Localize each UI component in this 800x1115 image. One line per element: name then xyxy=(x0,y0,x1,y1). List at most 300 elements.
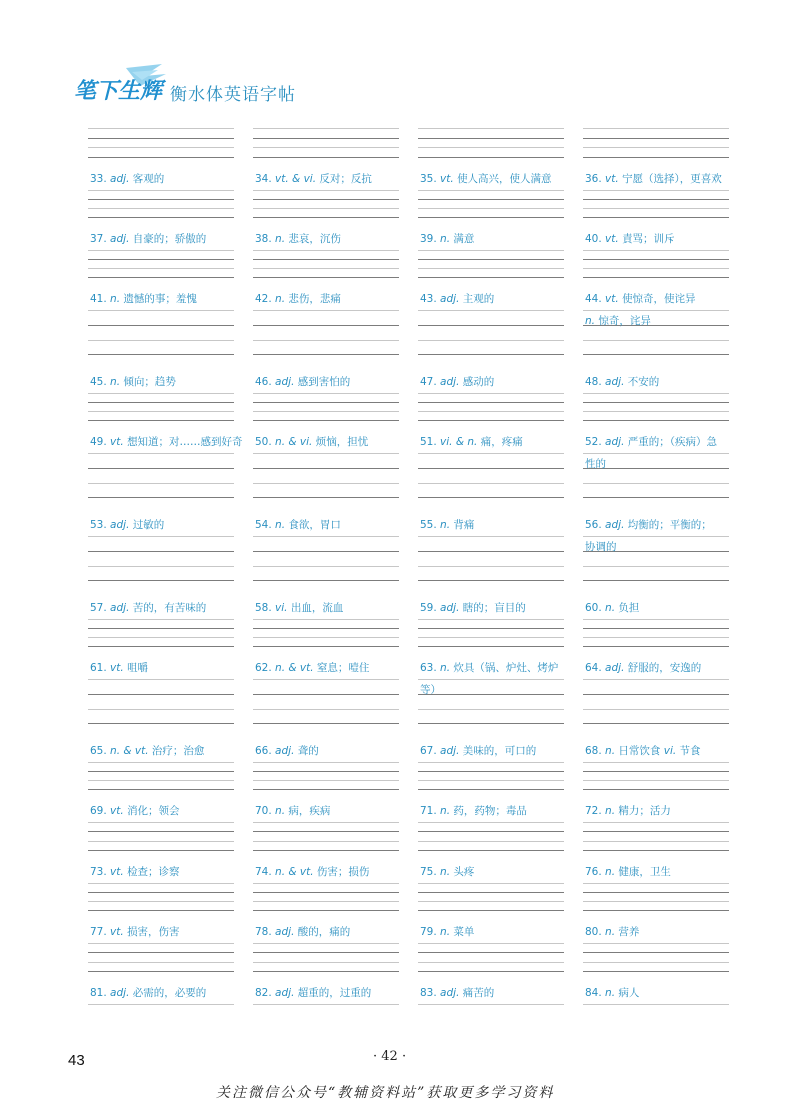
entry-meaning: 倾向；趋势 xyxy=(123,376,176,388)
vocab-entry xyxy=(90,288,246,310)
writing-rule xyxy=(583,580,729,581)
vocab-entry xyxy=(585,288,741,332)
vocab-entry xyxy=(420,982,576,1004)
entry-pos: n. xyxy=(110,293,124,305)
writing-rule xyxy=(253,402,399,403)
writing-rule xyxy=(253,354,399,355)
vocab-entry xyxy=(585,597,741,619)
entry-number: 59. xyxy=(420,602,441,614)
entry-pos: n. & vt. xyxy=(110,745,152,757)
entry-meaning: 消化；领会 xyxy=(127,805,180,817)
vocab-entry xyxy=(255,431,411,453)
entry-meaning: 遗憾的事；羞愧 xyxy=(123,293,197,305)
entry-pos: adj. xyxy=(110,519,133,531)
writing-rule xyxy=(583,393,729,394)
entry-pos: n. xyxy=(275,293,289,305)
entry-number: 52. xyxy=(585,436,606,448)
entry-extra-meaning: 节食 xyxy=(679,745,701,757)
entry-number: 67. xyxy=(420,745,441,757)
entry-pos: adj. xyxy=(605,519,628,531)
writing-rule xyxy=(253,971,399,972)
writing-rule xyxy=(88,943,234,944)
writing-rule xyxy=(583,762,729,763)
writing-rule xyxy=(418,402,564,403)
entry-pos: adj. xyxy=(275,376,298,388)
entry-number: 34. xyxy=(255,173,276,185)
entry-number: 78. xyxy=(255,926,276,938)
vocab-entry xyxy=(255,288,411,310)
entry-number: 84. xyxy=(585,987,606,999)
writing-rule xyxy=(253,340,399,341)
writing-rule xyxy=(253,483,399,484)
entry-meaning: 损害，伤害 xyxy=(127,926,180,938)
entry-number: 65. xyxy=(90,745,111,757)
entry-number: 53. xyxy=(90,519,111,531)
vocab-entry xyxy=(90,861,246,883)
writing-rule xyxy=(583,190,729,191)
writing-rule xyxy=(253,551,399,552)
entry-number: 55. xyxy=(420,519,441,531)
entry-meaning: 瞎的；盲目的 xyxy=(462,602,526,614)
writing-rule xyxy=(253,190,399,191)
vocab-entry xyxy=(90,168,246,190)
entry-meaning: 窒息；噎住 xyxy=(316,662,370,674)
folio: 43 xyxy=(68,1052,85,1069)
writing-rule xyxy=(253,709,399,710)
vocab-entry xyxy=(90,431,246,453)
entry-number: 45. xyxy=(90,376,111,388)
vocab-entry xyxy=(585,657,741,679)
writing-rule xyxy=(583,217,729,218)
writing-rule xyxy=(418,250,564,251)
writing-rule xyxy=(88,831,234,832)
writing-rule xyxy=(583,771,729,772)
writing-rule xyxy=(253,892,399,893)
entry-meaning: 悲伤，悲痛 xyxy=(288,293,341,305)
entry-extra-pos: vi. xyxy=(660,745,680,757)
writing-rule xyxy=(418,566,564,567)
vocab-entry xyxy=(420,597,576,619)
writing-rule xyxy=(253,883,399,884)
entry-meaning: 病人 xyxy=(618,987,640,999)
writing-rule xyxy=(583,259,729,260)
writing-rule xyxy=(253,646,399,647)
entry-pos: adj. xyxy=(110,602,133,614)
writing-rule xyxy=(253,199,399,200)
entry-meaning: 日常饮食 xyxy=(618,745,661,757)
writing-rule xyxy=(418,1004,564,1005)
writing-rule xyxy=(583,952,729,953)
entry-meaning: 超重的，过重的 xyxy=(297,987,372,999)
vocab-entry xyxy=(585,921,741,943)
entry-pos: adj. xyxy=(110,173,133,185)
entry-number: 33. xyxy=(90,173,111,185)
writing-rule xyxy=(88,393,234,394)
vocab-entry xyxy=(90,982,246,1004)
writing-rule xyxy=(253,762,399,763)
entry-number: 72. xyxy=(585,805,606,817)
entry-meaning: 不安的 xyxy=(627,376,660,388)
writing-rule xyxy=(88,952,234,953)
entry-number: 54. xyxy=(255,519,276,531)
entry-pos: adj. xyxy=(440,293,463,305)
writing-rule xyxy=(583,679,729,680)
writing-rule xyxy=(88,789,234,790)
writing-rule xyxy=(253,310,399,311)
vocab-entry xyxy=(585,431,741,475)
entry-meaning: 使惊奇，使诧异 xyxy=(622,293,696,305)
entry-meaning: 烦恼，担忧 xyxy=(315,436,369,448)
writing-rule xyxy=(583,780,729,781)
entry-meaning: 酸的，痛的 xyxy=(297,926,351,938)
entry-pos: adj. xyxy=(440,745,463,757)
writing-rule xyxy=(583,157,729,158)
writing-rule xyxy=(88,646,234,647)
writing-rule xyxy=(253,147,399,148)
vocab-entry xyxy=(255,861,411,883)
writing-rule xyxy=(583,789,729,790)
writing-rule xyxy=(418,128,564,129)
entry-number: 56. xyxy=(585,519,606,531)
writing-rule xyxy=(88,841,234,842)
footer-note: 关注微信公众号“教辅资料站”获取更多学习资料 xyxy=(216,1085,555,1101)
entry-line2: 性的 xyxy=(585,458,606,470)
entry-meaning: 精力；活力 xyxy=(618,805,671,817)
writing-rule xyxy=(418,277,564,278)
entry-pos: vt. xyxy=(605,173,623,185)
header-title: 衡水体英语字帖 xyxy=(170,85,296,105)
entry-pos: vt. xyxy=(605,293,623,305)
vocab-entry xyxy=(585,228,741,250)
entry-pos: n. & vt. xyxy=(275,662,317,674)
entry-meaning: 客观的 xyxy=(132,173,165,185)
writing-rule xyxy=(253,841,399,842)
vocab-entry xyxy=(585,168,741,190)
writing-rule xyxy=(418,580,564,581)
entry-number: 73. xyxy=(90,866,111,878)
entry-pos: adj. xyxy=(605,376,628,388)
vocab-entry xyxy=(420,371,576,393)
writing-rule xyxy=(418,943,564,944)
entry-number: 66. xyxy=(255,745,276,757)
writing-rule xyxy=(583,709,729,710)
writing-rule xyxy=(583,619,729,620)
writing-rule xyxy=(583,268,729,269)
entry-meaning: 药，药物；毒品 xyxy=(453,805,527,817)
writing-rule xyxy=(583,402,729,403)
vocab-entry xyxy=(585,371,741,393)
vocab-entry xyxy=(255,228,411,250)
entry-meaning: 悲哀，沉伤 xyxy=(288,233,341,245)
writing-rule xyxy=(88,259,234,260)
vocab-entry xyxy=(420,514,576,536)
entry-meaning: 负担 xyxy=(618,602,640,614)
writing-rule xyxy=(418,147,564,148)
vocab-entry xyxy=(420,861,576,883)
entry-meaning: 苦的，有苦味的 xyxy=(132,602,207,614)
vocab-entry xyxy=(255,514,411,536)
entry-number: 61. xyxy=(90,662,111,674)
entry-pos: n. xyxy=(440,805,454,817)
entry-meaning: 过敏的 xyxy=(132,519,165,531)
entry-pos: vt. xyxy=(110,805,128,817)
logo-text: 笔下生辉 xyxy=(74,79,163,104)
entry-meaning: 使人高兴，使人满意 xyxy=(457,173,552,185)
writing-rule xyxy=(418,551,564,552)
writing-rule xyxy=(418,340,564,341)
writing-rule xyxy=(88,637,234,638)
entry-meaning: 舒服的，安逸的 xyxy=(627,662,702,674)
entry-meaning: 营养 xyxy=(618,926,640,938)
writing-rule xyxy=(418,762,564,763)
vocab-entry xyxy=(255,921,411,943)
entry-pos: vi. & n. xyxy=(440,436,481,448)
writing-rule xyxy=(253,637,399,638)
writing-rule xyxy=(253,1004,399,1005)
writing-rule xyxy=(418,411,564,412)
entry-meaning: 咀嚼 xyxy=(127,662,149,674)
writing-rule xyxy=(418,901,564,902)
writing-rule xyxy=(583,138,729,139)
writing-rule xyxy=(583,340,729,341)
writing-rule xyxy=(88,190,234,191)
writing-rule xyxy=(418,453,564,454)
writing-rule xyxy=(583,723,729,724)
entry-pos: n. xyxy=(440,662,454,674)
writing-rule xyxy=(88,723,234,724)
writing-rule xyxy=(418,497,564,498)
entry-pos: n. & vt. xyxy=(275,866,317,878)
entry-number: 75. xyxy=(420,866,441,878)
entry-pos: adj. xyxy=(110,987,133,999)
entry-pos: adj. xyxy=(275,987,298,999)
writing-rule xyxy=(418,709,564,710)
writing-rule xyxy=(88,420,234,421)
writing-rule xyxy=(253,901,399,902)
vocab-entry xyxy=(255,371,411,393)
entry-number: 35. xyxy=(420,173,441,185)
writing-rule xyxy=(418,536,564,537)
entry-pos: n. xyxy=(605,866,619,878)
vocab-entry xyxy=(255,982,411,1004)
entry-pos: vi. xyxy=(275,602,291,614)
writing-rule xyxy=(583,962,729,963)
vocab-entry xyxy=(420,657,576,701)
writing-rule xyxy=(418,628,564,629)
entry-number: 74. xyxy=(255,866,276,878)
entry-number: 80. xyxy=(585,926,606,938)
entry-number: 51. xyxy=(420,436,441,448)
writing-rule xyxy=(418,310,564,311)
writing-rule xyxy=(253,268,399,269)
writing-rule xyxy=(253,157,399,158)
writing-rule xyxy=(88,709,234,710)
writing-rule xyxy=(88,679,234,680)
entry-meaning: 健康，卫生 xyxy=(618,866,671,878)
entry-number: 39. xyxy=(420,233,441,245)
entry-pos: adj. xyxy=(275,745,298,757)
entry-number: 77. xyxy=(90,926,111,938)
vocab-entry xyxy=(90,514,246,536)
writing-rule xyxy=(88,468,234,469)
writing-rule xyxy=(418,723,564,724)
writing-rule xyxy=(88,138,234,139)
writing-rule xyxy=(418,883,564,884)
entry-meaning: 痛，疼痛 xyxy=(480,436,523,448)
writing-rule xyxy=(88,962,234,963)
entry-meaning: 宁愿（选择），更喜欢 xyxy=(622,173,722,185)
writing-rule xyxy=(583,199,729,200)
writing-rule xyxy=(253,679,399,680)
vocab-entry xyxy=(585,514,741,558)
writing-rule xyxy=(418,468,564,469)
entry-pos: n. & vi. xyxy=(275,436,316,448)
entry-number: 57. xyxy=(90,602,111,614)
entry-pos: n. xyxy=(275,805,289,817)
entry-number: 63. xyxy=(420,662,441,674)
writing-rule xyxy=(88,971,234,972)
vocab-entry xyxy=(90,228,246,250)
entry-meaning: 病，疾病 xyxy=(288,805,331,817)
entry-meaning: 满意 xyxy=(453,233,475,245)
writing-rule xyxy=(418,217,564,218)
writing-rule xyxy=(253,138,399,139)
entry-meaning: 想知道；对……感到好奇 xyxy=(127,436,243,448)
writing-rule xyxy=(88,780,234,781)
entry-number: 62. xyxy=(255,662,276,674)
writing-rule xyxy=(418,910,564,911)
writing-rule xyxy=(88,901,234,902)
writing-rule xyxy=(418,637,564,638)
vocab-entry xyxy=(585,800,741,822)
entry-number: 49. xyxy=(90,436,111,448)
writing-rule xyxy=(583,910,729,911)
entry-number: 38. xyxy=(255,233,276,245)
writing-rule xyxy=(583,883,729,884)
writing-rule xyxy=(253,128,399,129)
writing-rule xyxy=(253,580,399,581)
writing-rule xyxy=(88,208,234,209)
entry-pos: adj. xyxy=(440,987,463,999)
vocab-entry xyxy=(255,168,411,190)
entry-meaning: 責骂；训斥 xyxy=(622,233,675,245)
writing-rule xyxy=(88,694,234,695)
vocab-entry xyxy=(420,800,576,822)
writing-rule xyxy=(253,325,399,326)
vocab-entry xyxy=(255,740,411,762)
vocab-entry xyxy=(90,597,246,619)
writing-rule xyxy=(583,497,729,498)
writing-rule xyxy=(253,723,399,724)
vocab-entry xyxy=(420,288,576,310)
writing-rule xyxy=(253,694,399,695)
writing-rule xyxy=(418,822,564,823)
entry-meaning: 痛苦的 xyxy=(462,987,495,999)
writing-rule xyxy=(253,619,399,620)
writing-rule xyxy=(418,190,564,191)
entry-number: 46. xyxy=(255,376,276,388)
vocab-entry xyxy=(90,740,246,762)
writing-rule xyxy=(418,789,564,790)
writing-rule xyxy=(253,780,399,781)
writing-rule xyxy=(418,850,564,851)
writing-rule xyxy=(253,850,399,851)
writing-rule xyxy=(253,250,399,251)
entry-number: 58. xyxy=(255,602,276,614)
entry-pos: adj. xyxy=(275,926,298,938)
writing-rule xyxy=(88,310,234,311)
entry-meaning: 炊具（锅、炉灶、烤炉 xyxy=(453,662,559,674)
entry-pos: n. xyxy=(440,519,454,531)
writing-rule xyxy=(418,393,564,394)
writing-rule xyxy=(88,325,234,326)
vocab-entry xyxy=(255,597,411,619)
entry-meaning: 主观的 xyxy=(462,293,495,305)
entry-number: 47. xyxy=(420,376,441,388)
writing-rule xyxy=(88,628,234,629)
writing-rule xyxy=(418,157,564,158)
writing-rule xyxy=(88,822,234,823)
writing-rule xyxy=(253,962,399,963)
writing-rule xyxy=(88,850,234,851)
entry-meaning: 必需的，必要的 xyxy=(132,987,207,999)
vocab-entry xyxy=(90,371,246,393)
writing-rule xyxy=(583,411,729,412)
entry-number: 71. xyxy=(420,805,441,817)
entry-pos: adj. xyxy=(605,436,628,448)
writing-rule xyxy=(88,250,234,251)
vocab-entry xyxy=(255,657,411,679)
writing-rule xyxy=(253,217,399,218)
writing-rule xyxy=(88,580,234,581)
entry-pos: adj. xyxy=(440,602,463,614)
writing-rule xyxy=(253,468,399,469)
entry-number: 60. xyxy=(585,602,606,614)
writing-rule xyxy=(88,340,234,341)
writing-rule xyxy=(583,831,729,832)
writing-rule xyxy=(88,411,234,412)
writing-rule xyxy=(583,420,729,421)
entry-pos: adj. xyxy=(605,662,628,674)
writing-rule xyxy=(418,971,564,972)
writing-rule xyxy=(88,483,234,484)
writing-rule xyxy=(418,420,564,421)
writing-rule xyxy=(583,128,729,129)
entry-number: 81. xyxy=(90,987,111,999)
vocab-entry xyxy=(90,800,246,822)
writing-rule xyxy=(88,536,234,537)
entry-meaning: 食欲，胃口 xyxy=(288,519,341,531)
writing-rule xyxy=(418,138,564,139)
writing-rule xyxy=(583,943,729,944)
entry-pos: n. xyxy=(275,519,289,531)
writing-rule xyxy=(253,393,399,394)
writing-rule xyxy=(418,325,564,326)
writing-rule xyxy=(253,497,399,498)
writing-rule xyxy=(253,943,399,944)
writing-rule xyxy=(88,551,234,552)
writing-rule xyxy=(583,646,729,647)
writing-rule xyxy=(418,780,564,781)
entry-meaning: 出血，流血 xyxy=(290,602,344,614)
vocab-entry xyxy=(420,921,576,943)
entry-number: 37. xyxy=(90,233,111,245)
vocab-entry xyxy=(255,800,411,822)
writing-rule xyxy=(583,850,729,851)
writing-rule xyxy=(253,566,399,567)
entry-pos: n. xyxy=(440,233,454,245)
entry-pos: vt. xyxy=(110,926,128,938)
